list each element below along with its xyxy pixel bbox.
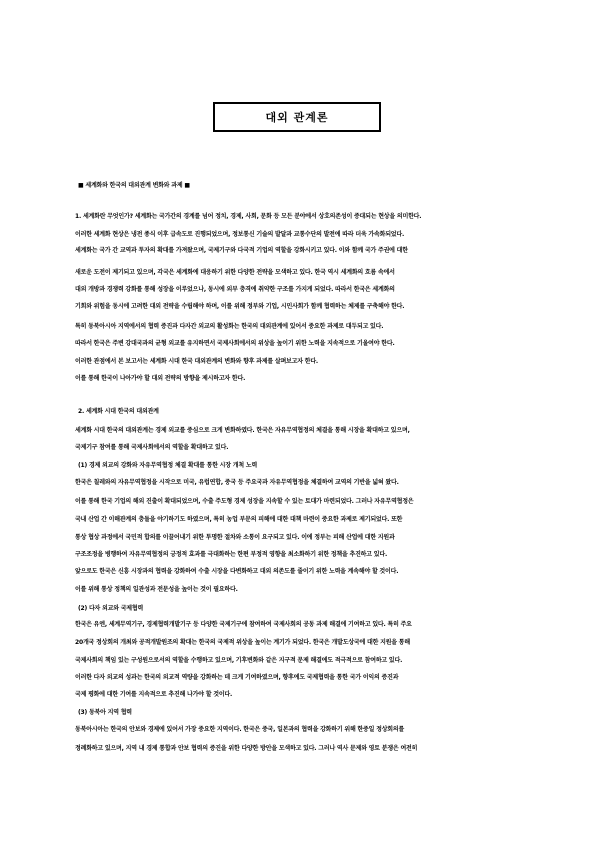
paragraph-line: 따라서 한국은 주변 강대국과의 균형 외교를 유지하면서 국제사회에서의 위상을 높이기 위한 노력을 지속적으로 기울여야 한다. [75,340,395,347]
section-heading: (2) 다자 외교와 국제협력 [78,605,144,612]
paragraph-line: 한국은 칠레와의 자유무역협정을 시작으로 미국, 유럽연합, 중국 등 주요국과 자유무역협정을 체결하여 교역의 기반을 넓혀 왔다. [75,479,399,486]
paragraph-line: 통상 협상 과정에서 국민적 합의를 이끌어내기 위한 투명한 절차와 소통이 요구되고 있다. 이에 정부는 피해 산업에 대한 지원과 [75,534,395,541]
section-heading: (3) 동북아 지역 협력 [78,709,132,716]
paragraph-line: 이를 위해 통상 정책의 일관성과 전문성을 높이는 것이 필요하다. [75,586,238,593]
paragraph-line: 이를 통해 한국 기업의 해외 진출이 확대되었으며, 수출 주도형 경제 성장을 지속할 수 있는 토대가 마련되었다. 그러나 자유무역협정은 [75,498,414,505]
paragraph-line: 한국은 유엔, 세계무역기구, 경제협력개발기구 등 다양한 국제기구에 참여하여 국제사회의 공동 과제 해결에 기여하고 있다. 특히 주요 [75,621,412,628]
paragraph-line: 국제기구 참여를 통해 국제사회에서의 역할을 확대하고 있다. [75,444,229,451]
paragraph-line: 국내 산업 간 이해관계의 충돌을 야기하기도 하였으며, 특히 농업 부문의 피해에 대한 대책 마련이 중요한 과제로 제기되었다. 또한 [75,516,403,523]
section-heading: ■ 세계화와 한국의 대외관계 변화와 과제 ■ [78,182,190,189]
paragraph-line: 1. 세계화란 무엇인가? 세계화는 국가간의 경계를 넘어 정치, 경제, 사회, 문화 등 모든 분야에서 상호의존성이 증대되는 현상을 의미한다. [75,213,422,220]
section-heading: (1) 경제 외교의 강화와 자유무역협정 체결 확대를 통한 시장 개척 노력 [78,462,258,469]
paragraph-line: 세계화 시대 한국의 대외관계는 경제 외교를 중심으로 크게 변화하였다. 한국은 자유무역협정의 체결을 통해 시장을 확대하고 있으며, [75,427,410,434]
paragraph-line: 20개국 정상회의 개최와 공적개발원조의 확대는 한국의 국제적 위상을 높이는 계기가 되었다. 한국은 개발도상국에 대한 지원을 통해 [75,639,410,646]
document-title-box [213,102,381,132]
paragraph-line: 특히 동북아시아 지역에서의 협력 증진과 다자간 외교의 활성화는 한국의 대외관계에 있어서 중요한 과제로 대두되고 있다. [75,323,384,330]
paragraph-line: 세계화는 국가 간 교역과 투자의 확대를 가져왔으며, 국제기구와 다국적 기업의 역할을 강화시키고 있다. 이와 함께 국가 주권에 대한 [75,247,408,254]
section-heading: 2. 세계화 시대 한국의 대외관계 [78,408,159,415]
document-title: 대외 관계론 [265,111,329,124]
paragraph-line: 이러한 세계화 현상은 냉전 종식 이후 급속도로 진행되었으며, 정보통신 기술의 발달과 교통수단의 발전에 따라 더욱 가속화되었다. [75,231,405,238]
paragraph-line: 구조조정을 병행하여 자유무역협정의 긍정적 효과를 극대화하는 한편 부정적 영향을 최소화하기 위한 정책을 추진하고 있다. [75,551,388,558]
paragraph-line: 앞으로도 한국은 신흥 시장과의 협력을 강화하여 수출 시장을 다변화하고 대외 의존도를 줄이기 위한 노력을 계속해야 할 것이다. [75,568,399,575]
paragraph-line: 국제사회의 책임 있는 구성원으로서의 역할을 수행하고 있으며, 기후변화와 같은 지구적 문제 해결에도 적극적으로 참여하고 있다. [75,657,403,664]
paragraph-line: 이러한 다자 외교의 성과는 한국의 외교적 역량을 강화하는 데 크게 기여하였으며, 향후에도 국제협력을 통한 국가 이익의 증진과 [75,674,399,681]
paragraph-line: 대외 개방과 경쟁력 강화를 통해 성장을 이루었으나, 동시에 외부 충격에 취약한 구조를 가지게 되었다. 따라서 한국은 세계화의 [75,286,395,293]
paragraph-line: 이러한 관점에서 본 보고서는 세계화 시대 한국 대외관계의 변화와 향후 과제를 살펴보고자 한다. [75,358,318,365]
paragraph-line: 이를 통해 한국이 나아가야 할 대외 전략의 방향을 제시하고자 한다. [75,375,246,382]
paragraph-line: 국제 평화에 대한 기여를 지속적으로 추진해 나가야 할 것이다. [75,691,233,698]
paragraph-line: 동북아시아는 한국의 안보와 경제에 있어서 가장 중요한 지역이다. 한국은 중국, 일본과의 협력을 강화하기 위해 한중일 정상회의를 [75,726,405,733]
paragraph-line: 정례화하고 있으며, 지역 내 경제 통합과 안보 협력의 증진을 위한 다양한 방안을 모색하고 있다. 그러나 역사 문제와 영토 분쟁은 여전히 [75,745,418,752]
paragraph-line: 새로운 도전이 제기되고 있으며, 각국은 세계화에 대응하기 위한 다양한 전략을 모색하고 있다. 한국 역시 세계화의 흐름 속에서 [75,269,395,276]
paragraph-line: 기회와 위험을 동시에 고려한 대외 전략을 수립해야 하며, 이를 위해 정부와 기업, 시민사회가 함께 협력하는 체제를 구축해야 한다. [75,303,405,310]
